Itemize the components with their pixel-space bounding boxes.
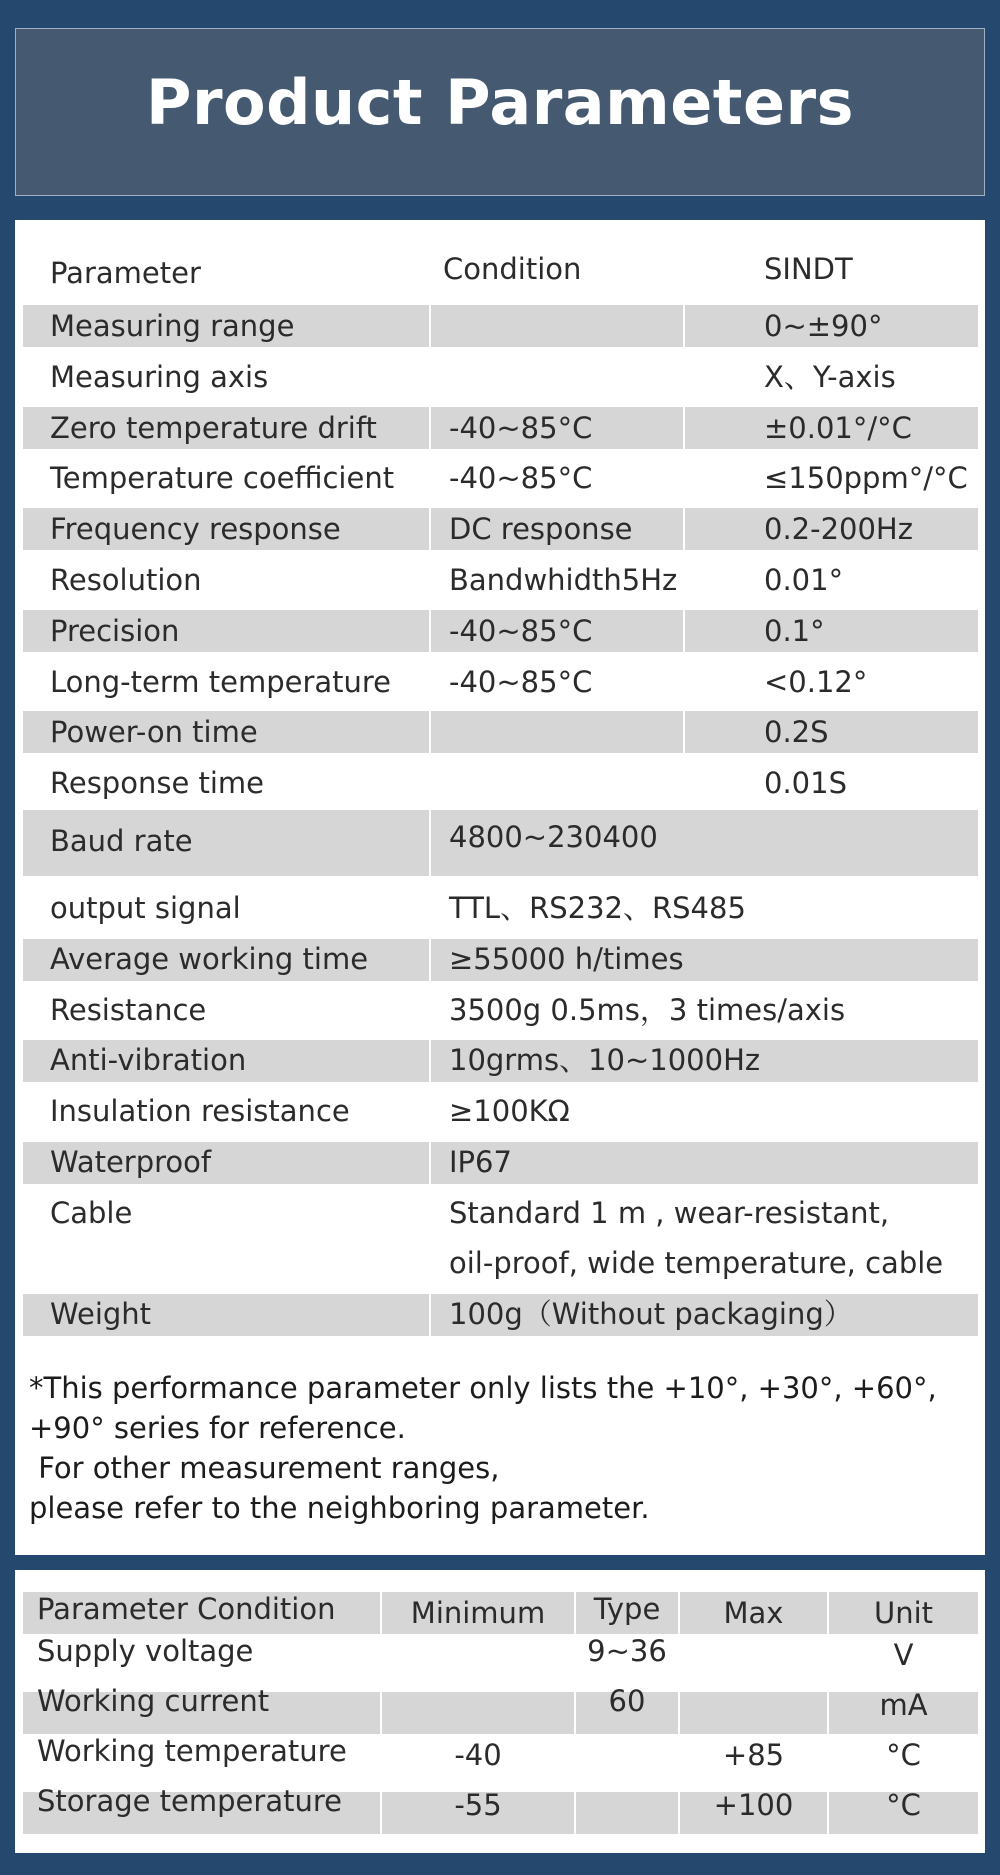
spec-value-cell [431,939,978,981]
parameter-label-cell [23,1684,380,1734]
parameter-label-cell [23,888,429,930]
table-row [23,305,978,347]
parameter-label: Long-term temperature [50,664,392,699]
table-row [23,1091,978,1133]
parameter-label-cell [23,1294,429,1336]
parameter-label-cell [23,711,429,753]
spec-value-cell [685,356,978,398]
note-line-3: For other measurement ranges, [29,1451,500,1485]
parameter-label: Storage temperature [37,1784,342,1818]
table-row [23,610,978,652]
spec-value-line-2: oil-proof, wide temperature, cable [449,1246,944,1280]
type-value-cell [576,1792,678,1834]
header-parameter-cell [23,250,429,292]
spec-value: 3500g 0.5ms，3 times/axis [449,993,846,1027]
condition-value: DC response [449,512,633,547]
condition-value-cell [431,407,683,449]
spec-value: <0.12° [764,664,868,699]
parameter-label: Baud rate [50,824,193,858]
spec-value: ≥100KΩ [449,1094,570,1128]
parameter-label: Measuring axis [50,359,269,394]
parameters-panel [15,220,985,1555]
condition-value-cell [431,356,683,398]
parameter-label: Waterproof [50,1145,212,1179]
condition-value: Bandwhidth5Hz [449,563,678,597]
spec-value: 4800~230400 [449,820,658,854]
parameter-label: Zero temperature drift [50,410,377,445]
type-value: 60 [608,1684,646,1718]
parameter-label: Response time [50,766,265,801]
unit-value: V [893,1638,914,1672]
parameter-label-cell [23,661,429,703]
max-value-cell [680,1642,827,1684]
table-row [23,1734,978,1784]
spec-value-cell [685,762,978,804]
parameter-label-cell [23,1634,380,1684]
parameter-label-cell [23,1040,429,1082]
type-value-cell [576,1684,678,1734]
spec-value: IP67 [449,1145,512,1179]
condition-value-cell [431,508,683,550]
condition-value-cell [431,661,683,703]
parameter-label-cell [23,508,429,550]
parameter-label: Anti-vibration [50,1043,247,1077]
parameter-label-cell [23,610,429,652]
spec-value-cell [431,810,978,876]
spec-value: 100g（Without packaging） [449,1297,853,1331]
spec-value-cell [685,711,978,753]
parameter-label-cell [23,1734,380,1784]
table-header-row [23,1592,978,1634]
spec-value-cell [431,1294,978,1336]
spec-value: 10grms、10~1000Hz [449,1043,761,1077]
table-row [23,407,978,449]
header-parameter: Parameter [50,256,201,290]
header-condition: Condition [443,252,582,286]
electrical-panel [15,1570,985,1853]
type-value-cell [576,1742,678,1784]
header-sindt: SINDT [764,252,853,286]
parameter-label: Precision [50,613,180,648]
spec-value: TTL、RS232、RS485 [449,891,746,925]
header-sindt-cell [685,250,978,292]
condition-value: -40~85°C [449,461,593,496]
parameter-label-cell [23,356,429,398]
spec-value: X、Y-axis [764,359,896,394]
minimum-value: -40 [454,1738,502,1772]
parameter-label-cell [23,810,429,876]
table-row [23,661,978,703]
condition-value-cell [431,762,683,804]
table-row [23,990,978,1032]
spec-value-cell [685,610,978,652]
parameter-label: Resistance [50,993,207,1027]
max-value-cell [680,1788,827,1834]
parameter-label-cell [23,305,429,347]
condition-value-cell [431,610,683,652]
parameter-label: Frequency response [50,512,341,547]
header-type-cell [576,1592,678,1634]
parameter-label-cell [23,559,429,601]
parameter-label: Temperature coefficient [50,461,395,496]
table-row [23,1684,978,1734]
max-value: +100 [713,1788,794,1822]
table-row [23,1294,978,1336]
table-row [23,356,978,398]
header-condition-cell [431,250,683,292]
parameter-label: Weight [50,1297,152,1331]
spec-value-cell [431,1142,978,1184]
spec-value-cell [685,305,978,347]
header-parameter-condition-cell [23,1592,380,1634]
note-line-1: *This performance parameter only lists the +10°, +30°, +60°, [29,1371,937,1405]
parameter-label-cell [23,762,429,804]
note-line-2: +90° series for reference. [29,1411,406,1445]
table-row [23,1193,978,1283]
spec-value-cell [431,990,978,1032]
parameter-label: Power-on time [50,715,258,750]
spec-value: ±0.01°/°C [764,410,912,445]
spec-value-cell [431,1193,978,1283]
table-row [23,888,978,930]
parameter-label-cell [23,407,429,449]
max-value: +85 [722,1738,785,1772]
parameter-label: Supply voltage [37,1634,254,1668]
header-max: Max [723,1596,784,1630]
parameter-label-cell [23,939,429,981]
condition-value-cell [431,305,683,347]
table-row [23,711,978,753]
condition-value: -40~85°C [449,664,593,699]
table-row [23,1142,978,1184]
max-value-cell [680,1692,827,1734]
spec-value-cell [685,661,978,703]
unit-value-cell [829,1688,978,1734]
spec-value: 0~±90° [764,309,883,343]
header-max-cell [680,1592,827,1634]
unit-value: °C [886,1788,921,1822]
header-type: Type [593,1592,661,1626]
table-row [23,508,978,550]
spec-value-cell [685,457,978,499]
spec-value-cell [431,888,978,930]
table-row [23,939,978,981]
header-unit-cell [829,1592,978,1634]
table-row [23,1634,978,1684]
page-title: Product Parameters [146,65,854,139]
type-value-cell [576,1634,678,1684]
spec-value-cell [685,508,978,550]
minimum-value-cell [382,1692,574,1734]
parameter-label: Working temperature [37,1734,347,1768]
parameter-label: Average working time [50,942,369,976]
table-row [23,1040,978,1082]
parameter-label-cell [23,457,429,499]
type-value: 9~36 [587,1634,667,1668]
spec-value: 0.2S [764,715,829,750]
parameter-label: Working current [37,1684,270,1718]
table-header-row [23,250,978,292]
parameter-label-cell [23,1091,429,1133]
parameter-label-cell [23,990,429,1032]
table-row [23,1784,978,1834]
minimum-value-cell [382,1788,574,1834]
spec-value-cell [685,559,978,601]
unit-value-cell [829,1638,978,1684]
parameter-label: Cable [50,1196,133,1230]
title-banner [15,28,985,196]
condition-value: -40~85°C [449,613,593,648]
max-value-cell [680,1738,827,1784]
spec-value: ≤150ppm°/°C [764,461,968,496]
condition-value-cell [431,457,683,499]
spec-value: 0.01° [764,563,844,597]
table-row [23,559,978,601]
unit-value: °C [886,1738,921,1772]
parameter-label-cell [23,1142,429,1184]
condition-value-cell [431,559,683,601]
spec-value: 0.1° [764,613,825,648]
parameter-label: Resolution [50,563,202,597]
parameter-label: output signal [50,891,241,925]
condition-value-cell [431,711,683,753]
table-row [23,810,978,876]
spec-value-cell [431,1091,978,1133]
parameter-label: Insulation resistance [50,1094,350,1128]
unit-value-cell [829,1738,978,1784]
header-parameter-condition: Parameter Condition [37,1592,336,1626]
spec-value: 0.01S [764,766,847,801]
header-unit: Unit [873,1596,934,1630]
minimum-value: -55 [454,1788,502,1822]
minimum-value-cell [382,1738,574,1784]
table-row [23,762,978,804]
header-minimum-cell [382,1592,574,1634]
condition-value: -40~85°C [449,410,593,445]
spec-value-cell [685,407,978,449]
spec-value: ≥55000 h/times [449,942,684,976]
spec-value: 0.2-200Hz [764,512,913,547]
table-row [23,457,978,499]
unit-value-cell [829,1788,978,1834]
spec-value-cell [431,1040,978,1082]
note-line-4: please refer to the neighboring parameter. [29,1491,650,1525]
parameter-label: Measuring range [50,309,295,343]
minimum-value-cell [382,1642,574,1684]
reference-note [29,1368,979,1528]
parameter-label-cell [23,1784,380,1834]
parameter-label-cell [23,1193,429,1283]
spec-value: Standard 1 m , wear-resistant, [449,1196,890,1230]
header-minimum: Minimum [410,1596,546,1630]
unit-value: mA [879,1688,928,1722]
